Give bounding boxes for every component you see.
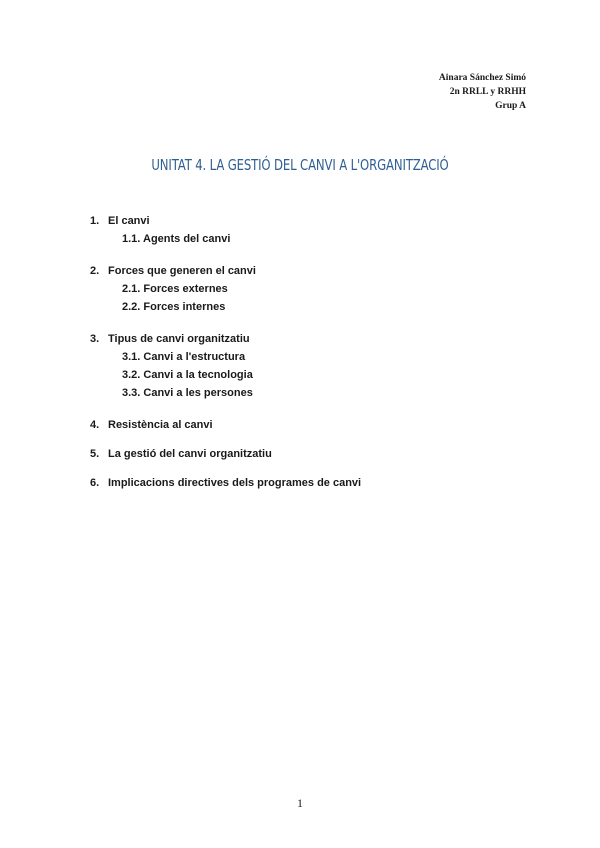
group-name: Grup A — [495, 101, 526, 111]
toc-item — [90, 330, 361, 348]
toc-subitem: 2.1. Forces externes — [122, 283, 228, 295]
toc-item-label: La gestió del canvi organitzatiu — [108, 448, 272, 460]
toc-section — [90, 212, 361, 248]
toc-item-number: 6. — [90, 477, 100, 489]
toc-section — [90, 330, 361, 402]
toc-subitem: 3.2. Canvi a la tecnologia — [122, 369, 253, 381]
page-number: 1 — [297, 796, 303, 810]
toc-item-number: 2. — [90, 265, 100, 277]
toc-item-label: Forces que generen el canvi — [108, 265, 256, 277]
course-name: 2n RRLL y RRHH — [449, 87, 526, 97]
toc-item-label: Resistència al canvi — [108, 419, 213, 431]
toc-item-number: 4. — [90, 419, 100, 431]
toc-item — [90, 416, 361, 434]
toc-item-number: 3. — [90, 333, 100, 345]
toc-item — [90, 262, 361, 280]
toc-section — [90, 474, 361, 492]
toc-item-number: 5. — [90, 448, 100, 460]
unit-title: UNITAT 4. LA GESTIÓ DEL CANVI A L'ORGANITZACIÓ — [151, 156, 449, 174]
toc-item-label: Tipus de canvi organitzatiu — [108, 333, 250, 345]
toc-item — [90, 445, 361, 463]
toc-item-label: Implicacions directives dels programes de canvi — [108, 477, 362, 489]
toc-section — [90, 262, 361, 316]
toc-item — [90, 474, 361, 492]
toc-subitem: 3.3. Canvi a les persones — [122, 387, 253, 399]
toc-section — [90, 416, 361, 434]
toc-subitem: 3.1. Canvi a l'estructura — [122, 351, 246, 363]
toc-section — [90, 445, 361, 463]
toc-subitem: 1.1. Agents del canvi — [122, 233, 231, 245]
toc-item-label: El canvi — [108, 215, 150, 227]
document-header — [439, 71, 526, 113]
table-of-contents — [90, 212, 361, 492]
author-name: Ainara Sánchez Simó — [438, 73, 526, 83]
toc-item-number: 1. — [90, 215, 100, 227]
toc-subitem: 2.2. Forces internes — [122, 301, 226, 313]
toc-item — [90, 212, 361, 230]
